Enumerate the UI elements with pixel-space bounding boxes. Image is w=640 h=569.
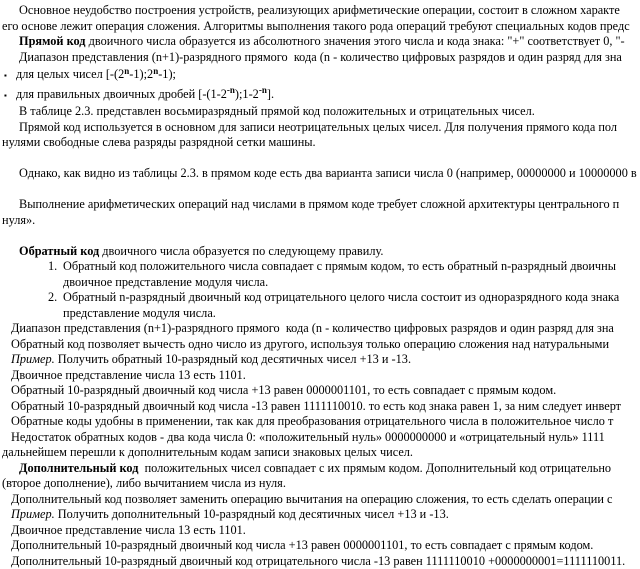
text-segment: двоичного числа образуется по следующему правилу. [99,243,384,258]
text-segment: (второе дополнение), либо вычитанием числа из нуля. [2,476,286,490]
text-line [0,492,640,508]
text-segment: Обратный код [19,243,100,258]
text-segment: Диапазон представления (n+1)-разрядного прямого кода (n - количество цифровых разрядов и один разряд для зна [19,49,622,64]
text-line [0,368,640,384]
text-segment: n [153,65,159,76]
text-segment: Двоичное представление числа 13 есть 1101. [11,522,246,537]
text-line [0,135,640,151]
text-line [0,430,640,446]
text-line [0,65,640,85]
text-line [0,50,640,66]
text-line [0,104,640,120]
bullet-icon: ▪ [4,71,7,80]
blank-line [0,228,640,244]
text-segment: -1);2 [129,67,154,81]
text-segment: Диапазон представления (n+1)-разрядного прямого кода (n - количество цифровых разрядов и один разряд для зна [11,321,614,335]
text-line [0,538,640,554]
text-segment: -n [258,85,267,95]
text-line [0,554,640,569]
blank-line [0,151,640,167]
text-line [0,321,640,337]
text-line [0,275,640,291]
text-segment: Прямой код используется в основном для записи неотрицательных целых чисел. Для получения прямого кода пол [19,119,618,134]
text-line [0,337,640,353]
text-segment: двоичное представление модуля числа. [63,274,269,289]
text-line [0,290,640,306]
text-segment: Обратные коды удобны в применении, так как для преобразования отрицательного числа в положительное число т [11,414,614,428]
text-line [0,476,640,492]
text-segment: Выполнение арифметических операций над числами в прямом коде требует сложной архитектуры центрального п [19,197,620,211]
text-line [0,461,640,477]
text-segment: Прямой код [19,34,86,48]
blank-line [0,182,640,198]
text-segment: для правильных двоичных дробей [-(1-2 [16,86,227,101]
text-line [0,414,640,430]
text-segment: Получить обратный 10-разрядный код десятичных чисел +13 и -13. [54,352,412,366]
text-segment: ]. [266,86,275,101]
text-segment: Основное неудобство построения устройств, реализующих арифметические операции, состоит в сложном характе [19,3,620,17]
text-segment: нуля». [2,212,36,227]
text-segment: Обратный 10-разрядный двоичный код числа +13 равен 0000001101, то есть совпадает с прямым кодом. [11,383,557,397]
text-segment: для целых чисел [-(2 [16,67,125,81]
text-line [0,352,640,368]
text-segment: его основе лежит операция сложения. Алгоритмы выполнения такого рода операций требуют специальных кодов предс [2,18,630,33]
text-line [0,445,640,461]
list-number: 2. [48,290,58,304]
text-line [0,244,640,260]
text-segment: n [124,65,130,76]
text-segment: Пример. [11,507,55,521]
text-line [0,3,640,19]
text-line [0,34,640,50]
text-line [0,383,640,399]
text-line [0,120,640,136]
text-segment: Дополнительный код позволяет заменить операцию вычитания на операцию сложения, то есть сделать операции с [11,491,613,506]
text-segment: нулями свободные слева разряды разрядной сетки машины. [2,135,316,149]
text-line [0,166,640,182]
text-segment: дальнейшем перешли к дополнительным кодам записи знаковых целых чисел. [2,445,413,459]
text-line [0,399,640,415]
text-line [0,197,640,213]
text-segment: Обратный код положительного числа совпадает с прямым кодом, то есть обратный n-разрядный двоичны [63,259,616,273]
text-segment: Получить дополнительный 10-разрядный код десятичных чисел +13 и -13. [54,507,449,521]
text-line [0,306,640,322]
text-segment: Обратный n-разрядный двоичный код отрицательного целого числа состоит из одноразрядного кода знака [63,290,620,304]
text-segment: -n [226,85,235,95]
text-line [0,523,640,539]
bullet-icon: ▪ [4,90,7,100]
text-segment: Пример. [11,352,55,366]
text-segment: представление модуля числа. [63,305,216,320]
text-segment: Недостаток обратных кодов - два кода числа 0: «положительный нуль» 0000000000 и «отрицательный нуль» 1111 [11,429,605,444]
text-line [0,259,640,275]
list-number: 1. [48,259,58,273]
text-segment: Дополнительный 10-разрядный двоичный код отрицательного числа -13 равен 1111110010 +0000000001=1111110011. [11,553,626,568]
text-segment: );1-2 [234,86,259,101]
text-segment: Дополнительный код [19,460,139,475]
text-line [0,213,640,229]
text-segment: Обратный код позволяет вычесть одно число из другого, используя только операцию сложения над натуральными [11,336,610,351]
text-segment: Двоичное представление числа 13 есть 1101. [11,367,246,382]
text-segment: Обратный 10-разрядный двоичный код числа -13 равен 1111110010. то есть код знака равен 1, за ним следует инверт [11,398,622,413]
text-line [0,19,640,35]
text-segment: двоичного числа образуется из абсолютного значения этого числа и кода знака: "+" соответствует 0, "- [85,34,625,48]
text-segment: -1); [158,67,176,81]
text-line [0,507,640,523]
text-segment: Однако, как видно из таблицы 2.3. в прямом коде есть два варианта записи числа 0 (например, 00000000 и 10000000 в [19,166,637,180]
text-segment: положительных чисел совпадает с их прямым кодом. Дополнительный код отрицательно [138,460,612,475]
text-segment: В таблице 2.3. представлен восьмиразрядный прямой код положительных и отрицательных чисел. [19,104,535,118]
text-segment: Дополнительный 10-разрядный двоичный код числа +13 равен 0000001101, то есть совпадает с прямым кодом. [11,538,594,552]
text-line [0,85,640,105]
